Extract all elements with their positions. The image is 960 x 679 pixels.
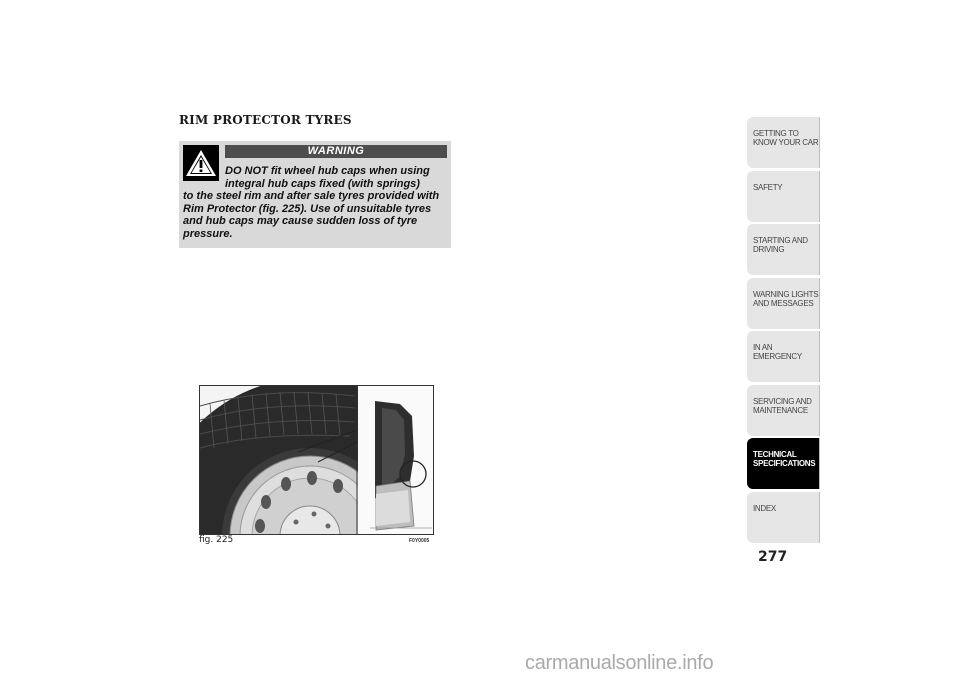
warning-text-rest: to the steel rim and after sale tyres provided with Rim Protector (fig. 225). Use of unsuitable tyres and hub caps may cause sudden loss of tyre pressure. <box>183 190 440 240</box>
warning-text-first: DO NOT fit wheel hub caps when using integral hub caps fixed (with springs) <box>225 165 430 190</box>
warning-box <box>179 141 451 248</box>
tab-starting-and-driving[interactable]: STARTING AND DRIVING <box>747 224 820 275</box>
figure-code: F0Y0005 <box>409 538 430 544</box>
tab-technical-specifications[interactable]: TECHNICAL SPECIFICATIONS <box>747 438 820 489</box>
tab-getting-to-know-your-car[interactable]: GETTING TO KNOW YOUR CAR <box>747 117 820 168</box>
section-heading: RIM PROTECTOR TYRES <box>179 113 352 127</box>
tab-warning-lights-and-messages[interactable]: WARNING LIGHTS AND MESSAGES <box>747 278 820 329</box>
tab-index[interactable]: INDEX <box>747 492 820 543</box>
tab-servicing-and-maintenance[interactable]: SERVICING AND MAINTENANCE <box>747 385 820 436</box>
figure-caption: fig. 225 <box>199 535 234 545</box>
tyre-illustration <box>199 385 434 535</box>
chapter-tabs <box>747 117 820 545</box>
page-number: 277 <box>758 549 788 565</box>
warning-text <box>183 165 447 241</box>
warning-label: WARNING <box>225 145 447 158</box>
tab-safety[interactable]: SAFETY <box>747 171 820 222</box>
tab-in-an-emergency[interactable]: IN AN EMERGENCY <box>747 331 820 382</box>
watermark: carmanualsonline.info <box>525 652 714 674</box>
